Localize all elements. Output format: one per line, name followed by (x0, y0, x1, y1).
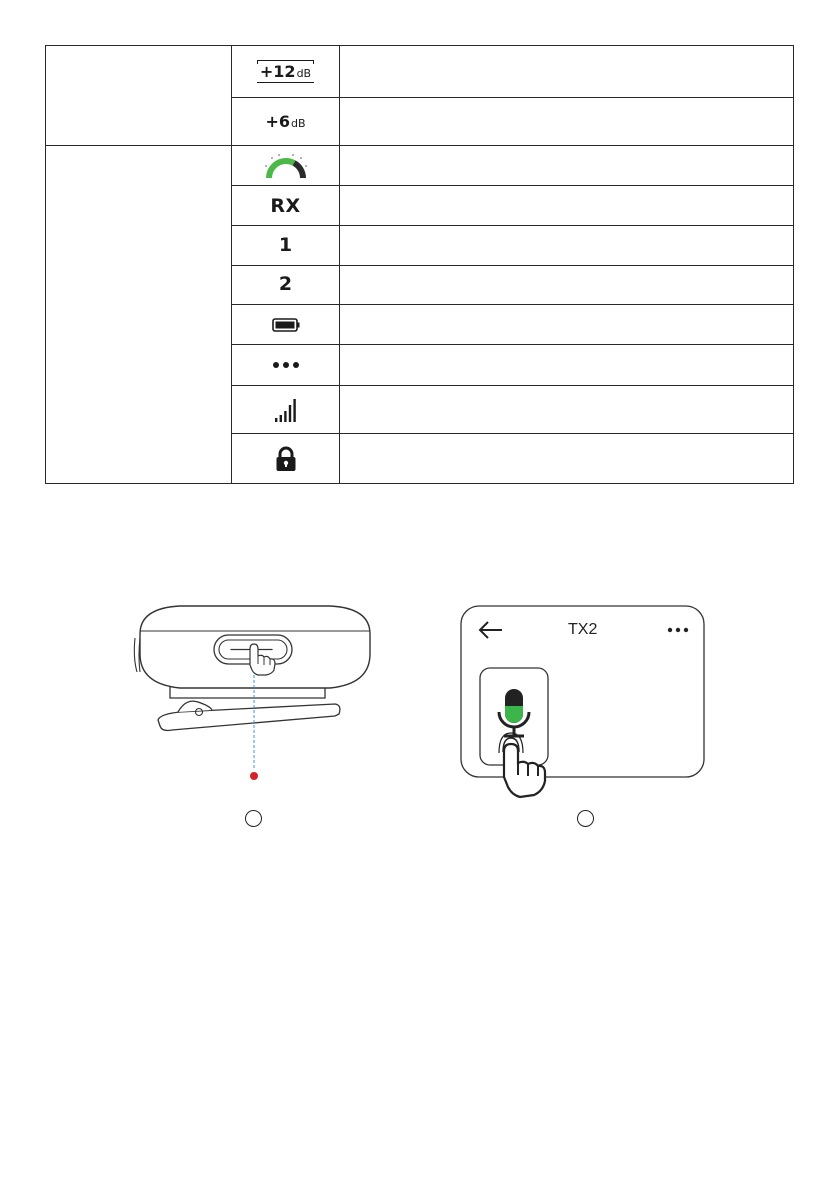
description-cell (340, 98, 794, 146)
table-category-cell (46, 146, 232, 484)
description-cell (340, 46, 794, 98)
icon-cell (232, 345, 340, 386)
step-marker (245, 810, 262, 827)
level-meter-icon (263, 152, 309, 180)
screen-title: TX2 (568, 621, 598, 638)
icon-cell (232, 386, 340, 434)
icon-reference-table (45, 45, 794, 484)
icon-cell (232, 186, 340, 226)
description-cell (340, 386, 794, 434)
description-cell (340, 434, 794, 484)
description-cell (340, 226, 794, 266)
gain-plus-12db-icon: +12 dB (257, 60, 314, 83)
more-dots-icon (668, 628, 688, 632)
lock-icon (275, 446, 297, 472)
icon-cell (232, 305, 340, 345)
gain-plus-6db-icon: +6 dB (265, 111, 306, 131)
table-category-cell (46, 46, 232, 146)
more-dots-icon (272, 361, 300, 369)
description-cell (340, 146, 794, 186)
description-cell (340, 305, 794, 345)
channel-1-icon: 1 (278, 233, 293, 256)
rx-icon: RX (270, 194, 301, 217)
icon-cell (232, 146, 340, 186)
transmitter-illustration (120, 598, 390, 788)
signal-strength-icon (274, 398, 298, 422)
battery-icon (272, 318, 300, 332)
icon-cell (232, 46, 340, 98)
table-row (46, 146, 794, 186)
table-row (46, 46, 794, 98)
channel-2-icon: 2 (278, 273, 293, 295)
icon-cell (232, 98, 340, 146)
description-cell (340, 345, 794, 386)
description-cell (340, 186, 794, 226)
icon-cell (232, 434, 340, 484)
icon-cell (232, 266, 340, 305)
description-cell (340, 266, 794, 305)
step-marker (577, 810, 594, 827)
icon-cell (232, 226, 340, 266)
